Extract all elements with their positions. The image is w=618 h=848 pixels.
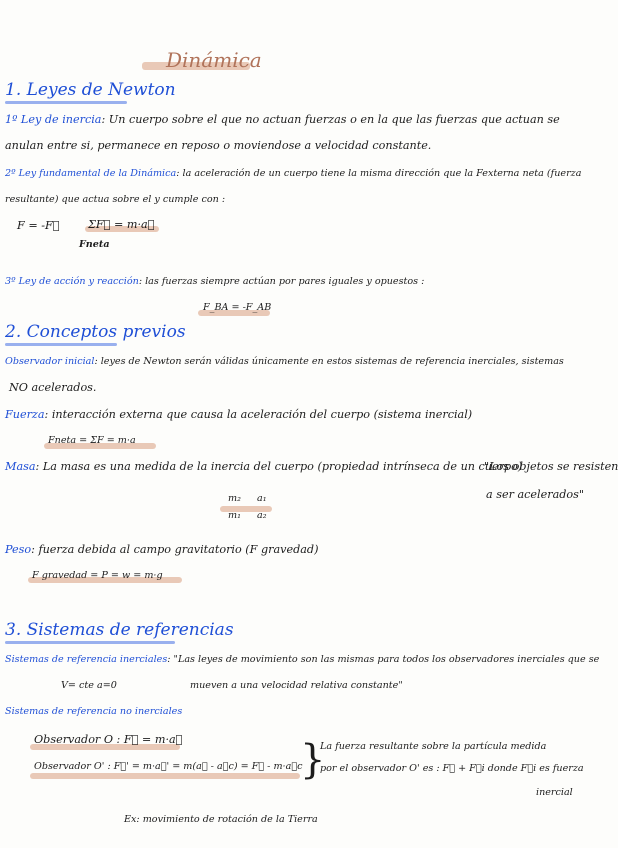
peso-label: Peso: [5, 543, 32, 556]
brace-text-line3: inercial: [536, 787, 573, 798]
law2-label: 2º Ley fundamental de la Dinámica: [5, 168, 177, 179]
inercial-line: [5, 654, 599, 665]
masa-fraction-denominator-a: a₂: [257, 510, 267, 521]
inercial-text-continued: mueven a una velocidad relativa constante": [190, 680, 403, 691]
law1-text: : Un cuerpo sobre el que no actuan fuerzas o en la que las fuerzas que actuan se: [101, 113, 560, 126]
peso-equation: F gravedad = P = w = m·g: [32, 570, 163, 581]
brace-text-line1: La fuerza resultante sobre la partícula medida: [320, 741, 547, 752]
heading-underline: [5, 101, 127, 104]
observador-line: [5, 356, 564, 367]
masa-fraction-denominator-m: m₁: [228, 510, 241, 521]
masa-quote-continued: a ser acelerados": [486, 488, 585, 501]
masa-fraction-numerator-m: m₂: [228, 493, 241, 504]
masa-fraction-numerator-a: a₁: [257, 493, 267, 504]
page-title: Dinámica: [166, 48, 262, 72]
section-heading-leyes-newton: 1. Leyes de Newton: [5, 80, 176, 100]
law1-line: [5, 113, 560, 126]
inercial-text: : "Las leyes de movimiento son las mismas para todos los observadores inerciales que se: [167, 654, 600, 665]
fuerza-equation: Fneta = ΣF = m·a: [48, 435, 136, 446]
equation-fneta-label: Fneta: [79, 239, 110, 250]
law2-line: [5, 168, 581, 179]
example-text: Ex: movimiento de rotación de la Tierra: [124, 814, 318, 825]
observador-o-equation: Observador O : F⃗ = m·a⃗: [34, 733, 183, 746]
observador-label: Observador inicial: [5, 356, 95, 367]
masa-line: [5, 460, 522, 473]
law1-text-continued: anulan entre si, permanece en reposo o moviendose a velocidad constante.: [5, 139, 432, 152]
section-heading-sistemas: 3. Sistemas de referencias: [5, 620, 234, 640]
heading-underline: [5, 641, 175, 644]
law3-label: 3º Ley de acción y reacción: [5, 276, 139, 287]
right-brace: }: [300, 737, 326, 783]
masa-quote: "Los objetos se resisten: [484, 460, 618, 473]
fuerza-text: : interacción externa que causa la aceleración del cuerpo (sistema inercial): [44, 408, 473, 421]
observador-o2-equation: Observador O' : F⃗' = m·a⃗' = m(a⃗ - a⃗c) = F⃗ - m·a⃗c: [34, 761, 303, 772]
observador-text: : leyes de Newton serán válidas únicamente en estos sistemas de referencia inerciales, sistemas: [94, 356, 564, 367]
obs-o2-highlight: [30, 773, 300, 779]
peso-text: : fuerza debida al campo gravitatorio (F gravedad): [31, 543, 319, 556]
law2-text-continued: resultante) que actua sobre el y cumple con :: [5, 194, 226, 205]
masa-text: : La masa es una medida de la inercia del cuerpo (propiedad intrínseca de un cuerpo): [35, 460, 523, 473]
law2-text: : la aceleración de un cuerpo tiene la misma dirección que la Fexterna neta (fuerza: [176, 168, 582, 179]
inercial-equation: V= cte a=0: [61, 680, 117, 691]
inercial-label: Sistemas de referencia inerciales: [5, 654, 168, 665]
equation-action-reaction: F_BA = -F_AB: [203, 302, 272, 313]
law3-line: [5, 276, 424, 287]
equation-f: F = -F⃗: [17, 219, 60, 232]
heading-underline: [5, 343, 117, 346]
law1-label: 1º Ley de inercia: [5, 113, 102, 126]
masa-label: Masa: [5, 460, 36, 473]
fuerza-label: Fuerza: [5, 408, 45, 421]
peso-line: [5, 543, 318, 556]
law3-text: : las fuerzas siempre actúan por pares iguales y opuestos :: [138, 276, 425, 287]
section-heading-conceptos: 2. Conceptos previos: [5, 322, 186, 342]
observador-text-continued: NO acelerados.: [9, 381, 97, 394]
brace-text-line2: por el observador O' es : F⃗ + F⃗i donde F⃗i es fuerza: [320, 763, 584, 774]
fuerza-line: [5, 408, 472, 421]
equation-sum-forces: ΣF⃗ = m·a⃗: [88, 218, 155, 231]
noinercial-label: Sistemas de referencia no inerciales: [5, 706, 183, 717]
